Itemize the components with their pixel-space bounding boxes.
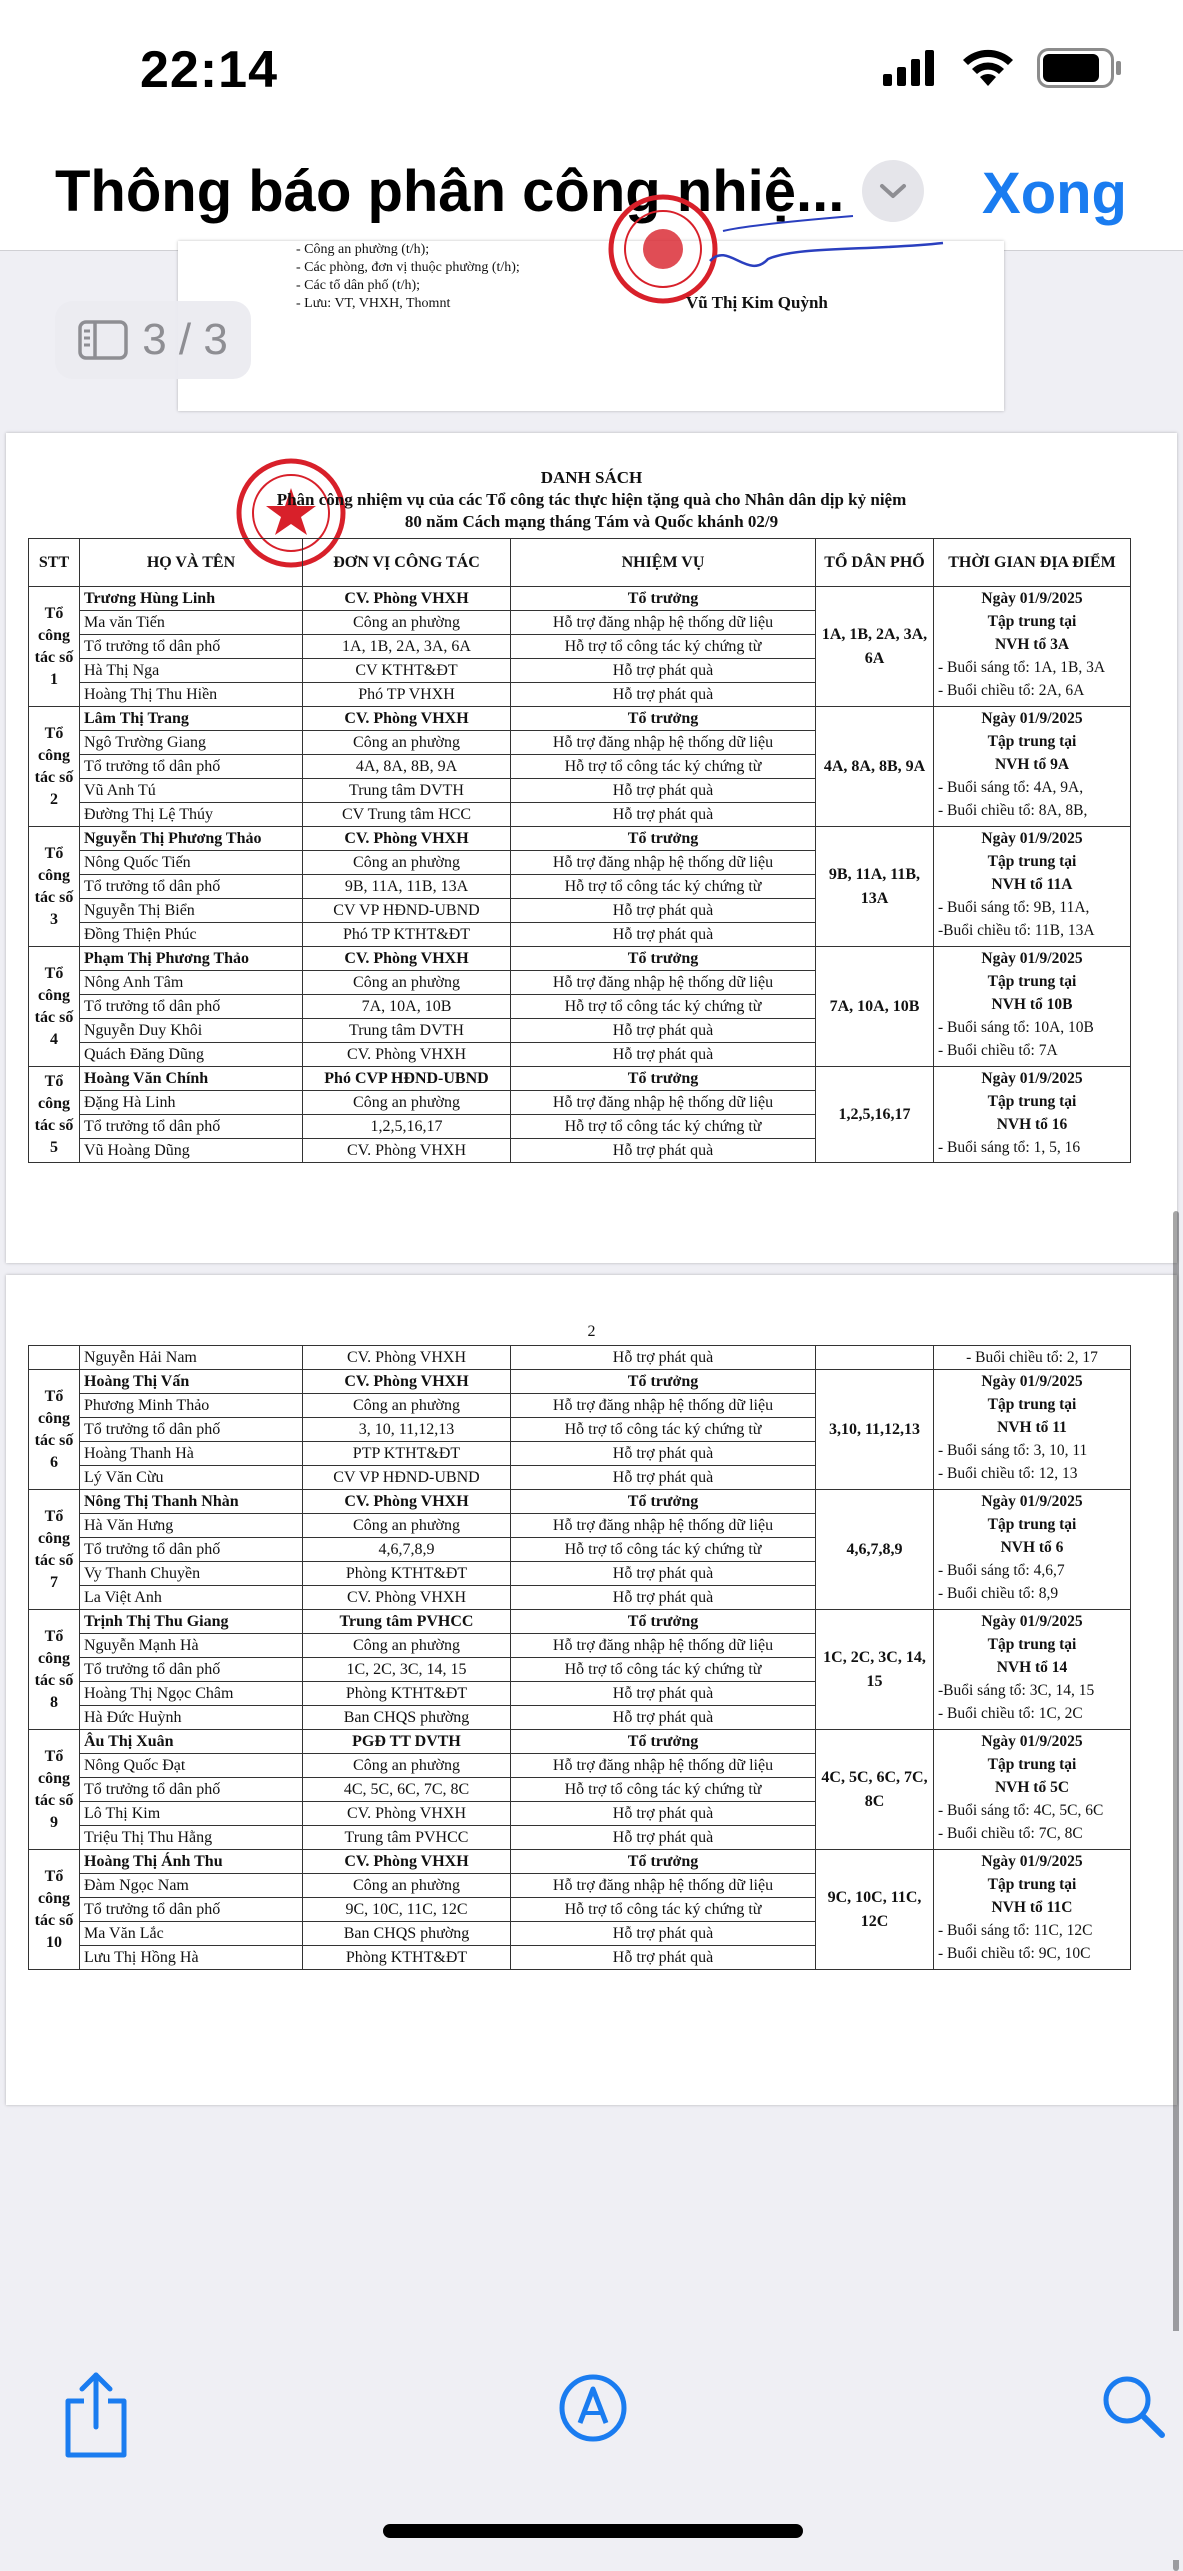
schedule-line: Ngày 01/9/2025 <box>981 590 1083 607</box>
schedule-line: NVH tổ 16 <box>996 1116 1068 1133</box>
member-task: Hỗ trợ tổ công tác ký chứng từ <box>511 635 816 659</box>
member-name: Ma văn Tiến <box>80 611 303 635</box>
member-task: Tổ trưởng <box>511 1730 816 1754</box>
team-leader-row <box>29 1067 1131 1091</box>
member-name: Phạm Thị Phương Thảo <box>80 947 303 971</box>
member-unit: Công an phường <box>303 611 511 635</box>
member-name: Lâm Thị Trang <box>80 707 303 731</box>
member-name: Vũ Anh Tú <box>80 779 303 803</box>
member-unit: Công an phường <box>303 1514 511 1538</box>
member-name: Tổ trưởng tổ dân phố <box>80 875 303 899</box>
member-name: Ngô Trường Giang <box>80 731 303 755</box>
member-task: Hỗ trợ tổ công tác ký chứng từ <box>511 1898 816 1922</box>
schedule-cell <box>934 587 1131 707</box>
member-name: Hoàng Thanh Hà <box>80 1442 303 1466</box>
member-task: Hỗ trợ đăng nhập hệ thống dữ liệu <box>511 1754 816 1778</box>
markup-icon[interactable] <box>558 2373 628 2443</box>
schedule-line: - Buổi sáng tổ: 1A, 1B, 3A <box>938 659 1106 676</box>
team-leader-row <box>29 1610 1131 1634</box>
schedule-line: NVH tổ 10B <box>991 996 1073 1013</box>
member-name: Quách Đăng Dũng <box>80 1043 303 1067</box>
member-name: Tổ trưởng tổ dân phố <box>80 1778 303 1802</box>
member-task: Tổ trưởng <box>511 827 816 851</box>
member-unit: 1,2,5,16,17 <box>303 1115 511 1139</box>
member-task: Hỗ trợ tổ công tác ký chứng từ <box>511 995 816 1019</box>
recipient-line: - Các phòng, đơn vị thuộc phường (t/h); <box>296 260 520 275</box>
member-unit: 1C, 2C, 3C, 14, 15 <box>303 1658 511 1682</box>
member-name: Tổ trưởng tổ dân phố <box>80 995 303 1019</box>
schedule-line: - Buổi sáng tổ: 3, 10, 11 <box>938 1442 1088 1459</box>
team-leader-row <box>29 707 1131 731</box>
member-unit: Trung tâm DVTH <box>303 779 511 803</box>
schedule-cell <box>934 1850 1131 1970</box>
member-name: Tổ trưởng tổ dân phố <box>80 1538 303 1562</box>
schedule-line: - Buổi sáng tổ: 1, 5, 16 <box>938 1139 1081 1156</box>
member-task: Hỗ trợ đăng nhập hệ thống dữ liệu <box>511 1874 816 1898</box>
schedule-line: - Buổi sáng tổ: 4,6,7 <box>938 1562 1065 1579</box>
schedule-line: Tập trung tại <box>987 733 1077 750</box>
schedule-line: - Buổi sáng tổ: 4C, 5C, 6C <box>938 1802 1104 1819</box>
member-name: Nông Anh Tâm <box>80 971 303 995</box>
search-icon[interactable] <box>1100 2373 1166 2439</box>
member-task: Tổ trưởng <box>511 1490 816 1514</box>
schedule-line: - Buổi sáng tổ: 4A, 9A, <box>938 779 1084 796</box>
team-leader-row <box>29 1370 1131 1394</box>
member-task: Hỗ trợ phát quà <box>511 1466 816 1490</box>
member-name: Hà Thị Nga <box>80 659 303 683</box>
member-unit: CV. Phòng VHXH <box>303 1139 511 1163</box>
member-task: Hỗ trợ phát quà <box>511 1946 816 1970</box>
schedule-cell <box>934 1490 1131 1610</box>
member-unit: Trung tâm DVTH <box>303 1019 511 1043</box>
done-button[interactable]: Xong <box>982 161 1127 226</box>
member-name: Trịnh Thị Thu Giang <box>80 1610 303 1634</box>
list-subtitle-line1: Phân công nhiệm vụ của các Tổ công tác thực hiện tặng quà cho Nhân dân dịp kỷ niệm <box>276 490 907 509</box>
schedule-line: Tập trung tại <box>987 1756 1077 1773</box>
member-name: Lưu Thị Hồng Hà <box>80 1946 303 1970</box>
team-label: Tổ công tác số 1 <box>29 587 80 707</box>
member-task: Tổ trưởng <box>511 587 816 611</box>
team-leader-row <box>29 827 1131 851</box>
member-task: Tổ trưởng <box>511 947 816 971</box>
member-name: Hoàng Thị Vấn <box>80 1370 303 1394</box>
team-label: Tổ công tác số 8 <box>29 1610 80 1730</box>
team-label: Tổ công tác số 5 <box>29 1067 80 1163</box>
member-name: Nguyễn Mạnh Hà <box>80 1634 303 1658</box>
schedule-line: Tập trung tại <box>987 1396 1077 1413</box>
residential-groups: 1A, 1B, 2A, 3A, 6A <box>816 587 934 707</box>
schedule-line: - Buổi chiều tổ: 8A, 8B, <box>938 802 1088 819</box>
page-indicator-text: 3 / 3 <box>142 315 228 364</box>
schedule-line: Ngày 01/9/2025 <box>981 830 1083 847</box>
member-task: Hỗ trợ phát quà <box>511 899 816 923</box>
header-time: THỜI GIAN ĐỊA ĐIỂM <box>934 539 1131 587</box>
member-unit: Trung tâm PVHCC <box>303 1610 511 1634</box>
schedule-line: - Buổi chiều tổ: 8,9 <box>938 1585 1059 1602</box>
member-task: Hỗ trợ đăng nhập hệ thống dữ liệu <box>511 611 816 635</box>
member-name: Vy Thanh Chuyền <box>80 1562 303 1586</box>
page-indicator[interactable] <box>55 301 251 379</box>
member-task: Tổ trưởng <box>511 1067 816 1091</box>
member-unit: Công an phường <box>303 851 511 875</box>
member-task: Hỗ trợ đăng nhập hệ thống dữ liệu <box>511 971 816 995</box>
member-task: Hỗ trợ phát quà <box>511 1346 816 1370</box>
member-unit: Phó TP KTHT&ĐT <box>303 923 511 947</box>
member-unit: 7A, 10A, 10B <box>303 995 511 1019</box>
member-unit: Phó TP VHXH <box>303 683 511 707</box>
schedule-line: -Buổi sáng tổ: 3C, 14, 15 <box>938 1682 1095 1699</box>
member-task: Hỗ trợ tổ công tác ký chứng từ <box>511 875 816 899</box>
member-name: Nông Thị Thanh Nhàn <box>80 1490 303 1514</box>
team-leader-row <box>29 587 1131 611</box>
member-task: Hỗ trợ phát quà <box>511 779 816 803</box>
member-unit: CV. Phòng VHXH <box>303 1370 511 1394</box>
member-unit: Phòng KTHT&ĐT <box>303 1562 511 1586</box>
member-task: Hỗ trợ tổ công tác ký chứng từ <box>511 755 816 779</box>
member-name: Nông Quốc Tiến <box>80 851 303 875</box>
schedule-cell <box>934 1610 1131 1730</box>
member-unit: Công an phường <box>303 971 511 995</box>
schedule-line: Tập trung tại <box>987 853 1077 870</box>
schedule-cell <box>934 947 1131 1067</box>
member-name: Nguyễn Thị Biển <box>80 899 303 923</box>
member-name: Đặng Hà Linh <box>80 1091 303 1115</box>
member-name: Lý Văn Cừu <box>80 1466 303 1490</box>
member-name: Nguyễn Hải Nam <box>80 1346 303 1370</box>
schedule-line: NVH tổ 14 <box>996 1659 1068 1676</box>
member-name: Nguyễn Thị Phương Thảo <box>80 827 303 851</box>
sidebar-icon <box>78 320 128 360</box>
member-name: Tổ trưởng tổ dân phố <box>80 635 303 659</box>
member-task: Hỗ trợ tổ công tác ký chứng từ <box>511 1538 816 1562</box>
member-unit: Công an phường <box>303 1394 511 1418</box>
member-task: Hỗ trợ phát quà <box>511 1922 816 1946</box>
pdf-page-1 <box>178 241 1004 411</box>
member-task: Hỗ trợ tổ công tác ký chứng từ <box>511 1115 816 1139</box>
chevron-down-icon <box>878 181 908 201</box>
member-unit: CV. Phòng VHXH <box>303 1043 511 1067</box>
schedule-cell <box>934 1730 1131 1850</box>
member-task: Hỗ trợ đăng nhập hệ thống dữ liệu <box>511 1091 816 1115</box>
member-unit: Ban CHQS phường <box>303 1706 511 1730</box>
member-task: Hỗ trợ phát quà <box>511 1682 816 1706</box>
member-task: Hỗ trợ phát quà <box>511 1139 816 1163</box>
schedule-line: - Buổi chiều tổ: 2A, 6A <box>938 682 1085 699</box>
team-leader-row <box>29 1490 1131 1514</box>
schedule-line: -Buổi chiều tổ: 11B, 13A <box>938 922 1095 939</box>
schedule-line: Tập trung tại <box>987 1876 1077 1893</box>
member-name: Hoàng Thị Thu Hiền <box>80 683 303 707</box>
member-unit: Trung tâm PVHCC <box>303 1826 511 1850</box>
residential-groups: 1C, 2C, 3C, 14, 15 <box>816 1610 934 1730</box>
member-unit: Công an phường <box>303 1091 511 1115</box>
schedule-line: Ngày 01/9/2025 <box>981 1493 1083 1510</box>
member-task: Tổ trưởng <box>511 1850 816 1874</box>
member-task: Hỗ trợ phát quà <box>511 1043 816 1067</box>
list-subtitle-line2: 80 năm Cách mạng tháng Tám và Quốc khánh 02/9 <box>404 512 779 531</box>
member-task: Hỗ trợ tổ công tác ký chứng từ <box>511 1658 816 1682</box>
member-name: Tổ trưởng tổ dân phố <box>80 1898 303 1922</box>
team-leader-row <box>29 1730 1131 1754</box>
member-unit: 1A, 1B, 2A, 3A, 6A <box>303 635 511 659</box>
schedule-line: NVH tổ 11A <box>991 876 1073 893</box>
member-unit: CV. Phòng VHXH <box>303 827 511 851</box>
member-unit: 4,6,7,8,9 <box>303 1538 511 1562</box>
schedule-line: - Buổi chiều tổ: 1C, 2C <box>938 1705 1083 1722</box>
member-unit: 3, 10, 11,12,13 <box>303 1418 511 1442</box>
member-task: Hỗ trợ phát quà <box>511 923 816 947</box>
schedule-line: NVH tổ 3A <box>994 636 1070 653</box>
member-unit: PTP KTHT&ĐT <box>303 1442 511 1466</box>
member-task: Tổ trưởng <box>511 1370 816 1394</box>
member-task: Tổ trưởng <box>511 1610 816 1634</box>
document-viewer[interactable] <box>0 242 1183 2331</box>
assignment-table <box>28 538 1131 1163</box>
member-unit: 4A, 8A, 8B, 9A <box>303 755 511 779</box>
member-task: Tổ trưởng <box>511 707 816 731</box>
member-task: Hỗ trợ đăng nhập hệ thống dữ liệu <box>511 1394 816 1418</box>
member-unit: CV. Phòng VHXH <box>303 1850 511 1874</box>
schedule-line: Tập trung tại <box>987 1636 1077 1653</box>
residential-groups: 9C, 10C, 11C, 12C <box>816 1850 934 1970</box>
member-task: Hỗ trợ phát quà <box>511 803 816 827</box>
member-task: Hỗ trợ phát quà <box>511 1826 816 1850</box>
member-task: Hỗ trợ tổ công tác ký chứng từ <box>511 1418 816 1442</box>
residential-groups: 1,2,5,16,17 <box>816 1067 934 1163</box>
member-unit: Công an phường <box>303 1874 511 1898</box>
signature-image <box>708 241 948 281</box>
residential-groups: 4,6,7,8,9 <box>816 1490 934 1610</box>
schedule-line: - Buổi sáng tổ: 10A, 10B <box>938 1019 1094 1036</box>
nav-bar <box>0 130 1183 251</box>
residential-groups: 9B, 11A, 11B, 13A <box>816 827 934 947</box>
team-label: Tổ công tác số 7 <box>29 1490 80 1610</box>
member-name: Tổ trưởng tổ dân phố <box>80 755 303 779</box>
member-unit: Công an phường <box>303 1754 511 1778</box>
member-unit: CV. Phòng VHXH <box>303 1802 511 1826</box>
schedule-line: Tập trung tại <box>987 1516 1077 1533</box>
home-indicator <box>383 2524 803 2538</box>
status-bar <box>0 0 1183 130</box>
member-task: Hỗ trợ đăng nhập hệ thống dữ liệu <box>511 1514 816 1538</box>
team-label: Tổ công tác số 9 <box>29 1730 80 1850</box>
member-task: Hỗ trợ phát quà <box>511 1586 816 1610</box>
schedule-line: - Buổi chiều tổ: 12, 13 <box>938 1465 1078 1482</box>
member-name: Lô Thị Kim <box>80 1802 303 1826</box>
member-name: Hoàng Văn Chính <box>80 1067 303 1091</box>
member-unit: 4C, 5C, 6C, 7C, 8C <box>303 1778 511 1802</box>
member-task: Hỗ trợ đăng nhập hệ thống dữ liệu <box>511 851 816 875</box>
residential-groups: 4C, 5C, 6C, 7C, 8C <box>816 1730 934 1850</box>
schedule-line: - Buổi chiều tổ: 9C, 10C <box>938 1945 1091 1962</box>
member-task: Hỗ trợ tổ công tác ký chứng từ <box>511 1778 816 1802</box>
schedule-cell <box>934 827 1131 947</box>
member-unit: CV. Phòng VHXH <box>303 1346 511 1370</box>
member-name: Đàm Ngọc Nam <box>80 1874 303 1898</box>
member-name: Tổ trưởng tổ dân phố <box>80 1418 303 1442</box>
team-leader-row <box>29 947 1131 971</box>
header-unit: ĐƠN VỊ CÔNG TÁC <box>303 539 511 587</box>
team-label: Tổ công tác số 10 <box>29 1850 80 1970</box>
assignment-table-continued <box>28 1345 1131 1970</box>
member-name: Triệu Thị Thu Hằng <box>80 1826 303 1850</box>
member-unit: PGĐ TT DVTH <box>303 1730 511 1754</box>
member-unit: Phòng KTHT&ĐT <box>303 1682 511 1706</box>
recipient-line: - Lưu: VT, VHXH, Thomnt <box>296 296 451 311</box>
team-label: Tổ công tác số 6 <box>29 1370 80 1490</box>
member-name: La Việt Anh <box>80 1586 303 1610</box>
member-task: Hỗ trợ phát quà <box>511 1706 816 1730</box>
member-unit: CV VP HĐND-UBND <box>303 1466 511 1490</box>
page-number: 2 <box>587 1323 596 1340</box>
member-task: Hỗ trợ phát quà <box>511 1442 816 1466</box>
schedule-cell <box>934 1067 1131 1163</box>
residential-groups: 4A, 8A, 8B, 9A <box>816 707 934 827</box>
schedule-line: Ngày 01/9/2025 <box>981 710 1083 727</box>
schedule-cell <box>934 1370 1131 1490</box>
member-unit: CV. Phòng VHXH <box>303 1586 511 1610</box>
member-name: Nông Quốc Đạt <box>80 1754 303 1778</box>
member-unit: Công an phường <box>303 1634 511 1658</box>
member-name: Âu Thị Xuân <box>80 1730 303 1754</box>
residential-groups: 7A, 10A, 10B <box>816 947 934 1067</box>
title-menu-button[interactable] <box>862 160 924 222</box>
member-unit: Công an phường <box>303 731 511 755</box>
team-leader-row <box>29 1850 1131 1874</box>
schedule-line: NVH tổ 11C <box>991 1899 1073 1916</box>
member-name: Trương Hùng Linh <box>80 587 303 611</box>
signer-name: Vũ Thị Kim Quỳnh <box>686 293 828 312</box>
schedule-line: NVH tổ 5C <box>994 1779 1070 1796</box>
member-task: Hỗ trợ phát quà <box>511 683 816 707</box>
schedule-line: Ngày 01/9/2025 <box>981 1373 1083 1390</box>
member-name: Hoàng Thị Ánh Thu <box>80 1850 303 1874</box>
member-unit: CV. Phòng VHXH <box>303 587 511 611</box>
recipient-list <box>296 241 520 313</box>
recipient-line: - Công an phường (t/h); <box>296 242 430 257</box>
pdf-page-2 <box>6 433 1177 1263</box>
list-heading: DANH SÁCH <box>540 468 643 487</box>
member-unit: CV VP HĐND-UBND <box>303 899 511 923</box>
member-name: Đường Thị Lệ Thúy <box>80 803 303 827</box>
signal-icon <box>883 50 939 86</box>
member-name: Hà Đức Huỳnh <box>80 1706 303 1730</box>
member-name: Hà Văn Hưng <box>80 1514 303 1538</box>
member-task: Hỗ trợ đăng nhập hệ thống dữ liệu <box>511 731 816 755</box>
member-unit: Phó CVP HĐND-UBND <box>303 1067 511 1091</box>
schedule-line: - Buổi chiều tổ: 7A <box>938 1042 1058 1059</box>
schedule-line: Ngày 01/9/2025 <box>981 1613 1083 1630</box>
member-task: Hỗ trợ phát quà <box>511 1019 816 1043</box>
schedule-line: - Buổi chiều tổ: 7C, 8C <box>938 1825 1083 1842</box>
member-name: Nguyễn Duy Khôi <box>80 1019 303 1043</box>
member-task: Hỗ trợ phát quà <box>511 1802 816 1826</box>
document-title: Thông báo phân công nhiệ... <box>55 159 845 224</box>
pdf-page-3 <box>6 1275 1177 2105</box>
schedule-line: NVH tổ 9A <box>994 756 1070 773</box>
residential-groups: 3,10, 11,12,13 <box>816 1370 934 1490</box>
schedule-line: Tập trung tại <box>987 1093 1077 1110</box>
member-task: Hỗ trợ phát quà <box>511 1562 816 1586</box>
member-unit: Ban CHQS phường <box>303 1922 511 1946</box>
member-name: Vũ Hoàng Dũng <box>80 1139 303 1163</box>
schedule-line: - Buổi sáng tổ: 11C, 12C <box>938 1922 1093 1939</box>
status-time: 22:14 <box>140 41 278 99</box>
battery-icon <box>1037 48 1123 88</box>
header-name: HỌ VÀ TÊN <box>80 539 303 587</box>
member-name: Phương Minh Thảo <box>80 1394 303 1418</box>
share-icon[interactable] <box>60 2371 132 2459</box>
member-unit: CV. Phòng VHXH <box>303 947 511 971</box>
schedule-cell <box>934 707 1131 827</box>
schedule-line: Ngày 01/9/2025 <box>981 1733 1083 1750</box>
member-unit: 9B, 11A, 11B, 13A <box>303 875 511 899</box>
schedule-line: Tập trung tại <box>987 613 1077 630</box>
member-unit: CV. Phòng VHXH <box>303 707 511 731</box>
team-label: Tổ công tác số 4 <box>29 947 80 1067</box>
member-name: Đồng Thiện Phúc <box>80 923 303 947</box>
member-name: Tổ trưởng tổ dân phố <box>80 1115 303 1139</box>
member-task: Hỗ trợ phát quà <box>511 659 816 683</box>
table-row <box>29 1346 1131 1370</box>
schedule-line: Ngày 01/9/2025 <box>981 950 1083 967</box>
member-unit: 9C, 10C, 11C, 12C <box>303 1898 511 1922</box>
official-seal-image <box>603 221 723 301</box>
member-unit: CV KTHT&ĐT <box>303 659 511 683</box>
schedule-line: - Buổi chiều tổ: 2, 17 <box>934 1346 1131 1370</box>
member-name: Tổ trưởng tổ dân phố <box>80 1658 303 1682</box>
member-name: Hoàng Thị Ngọc Châm <box>80 1682 303 1706</box>
member-unit: CV. Phòng VHXH <box>303 1490 511 1514</box>
member-unit: CV Trung tâm HCC <box>303 803 511 827</box>
schedule-line: Ngày 01/9/2025 <box>981 1853 1083 1870</box>
member-task: Hỗ trợ đăng nhập hệ thống dữ liệu <box>511 1634 816 1658</box>
schedule-line: Ngày 01/9/2025 <box>981 1070 1083 1087</box>
member-name: Ma Văn Lắc <box>80 1922 303 1946</box>
team-label: Tổ công tác số 3 <box>29 827 80 947</box>
schedule-line: - Buổi sáng tổ: 9B, 11A, <box>938 899 1090 916</box>
schedule-line: Tập trung tại <box>987 973 1077 990</box>
status-icons <box>883 48 1123 88</box>
header-task: NHIỆM VỤ <box>511 539 816 587</box>
header-to: TỔ DÂN PHỐ <box>816 539 934 587</box>
recipient-line: - Các tổ dân phố (t/h); <box>296 278 421 293</box>
member-unit: Phòng KTHT&ĐT <box>303 1946 511 1970</box>
schedule-line: NVH tổ 11 <box>997 1419 1067 1436</box>
wifi-icon <box>961 48 1015 88</box>
header-stt: STT <box>29 539 80 587</box>
team-label: Tổ công tác số 2 <box>29 707 80 827</box>
schedule-line: NVH tổ 6 <box>1000 1539 1064 1556</box>
